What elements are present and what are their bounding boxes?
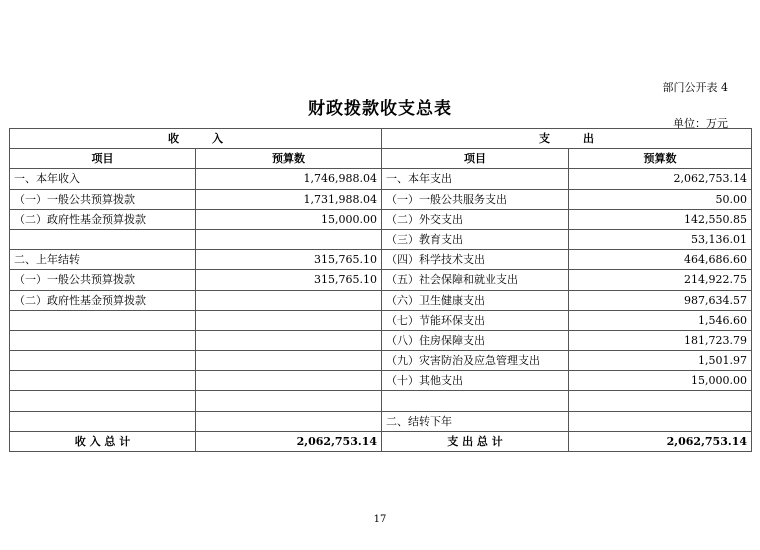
expense-item-cell: （一）一般公共服务支出 — [382, 189, 569, 209]
expense-budget-cell: 1,546.60 — [569, 310, 752, 330]
totals-row — [10, 431, 752, 451]
expense-budget-cell: 142,550.85 — [569, 209, 752, 229]
expense-item-cell: （八）住房保障支出 — [382, 330, 569, 350]
income-budget-cell — [196, 229, 382, 249]
table-row — [10, 189, 752, 209]
table-row — [10, 391, 752, 411]
income-budget-cell: 315,765.10 — [196, 250, 382, 270]
income-total-value: 2,062,753.14 — [196, 431, 382, 451]
income-item-cell — [10, 351, 196, 371]
table-row — [10, 371, 752, 391]
income-item-cell — [10, 391, 196, 411]
income-budget-cell — [196, 351, 382, 371]
expense-group-header: 支 出 — [382, 129, 752, 149]
expense-item-cell: （三）教育支出 — [382, 229, 569, 249]
income-item-cell — [10, 229, 196, 249]
expense-item-cell — [382, 391, 569, 411]
income-budget-cell — [196, 391, 382, 411]
expense-item-cell: 二、结转下年 — [382, 411, 569, 431]
income-item-cell: （一）一般公共预算拨款 — [10, 270, 196, 290]
table-row — [10, 169, 752, 189]
expense-budget-cell: 214,922.75 — [569, 270, 752, 290]
income-budget-cell: 1,731,988.04 — [196, 189, 382, 209]
income-budget-cell — [196, 371, 382, 391]
income-item-cell — [10, 371, 196, 391]
expense-item-cell: （九）灾害防治及应急管理支出 — [382, 351, 569, 371]
income-budget-cell — [196, 411, 382, 431]
expense-item-cell: （六）卫生健康支出 — [382, 290, 569, 310]
income-item-cell — [10, 330, 196, 350]
income-budget-cell — [196, 310, 382, 330]
column-header-income-budget: 预算数 — [196, 149, 382, 169]
income-budget-cell: 15,000.00 — [196, 209, 382, 229]
expense-budget-cell — [569, 391, 752, 411]
expense-item-cell: 一、本年支出 — [382, 169, 569, 189]
unit-label: 单位：万元 — [673, 117, 728, 130]
column-header-expense-item: 项目 — [382, 149, 569, 169]
budget-table — [9, 128, 752, 452]
expense-budget-cell: 53,136.01 — [569, 229, 752, 249]
income-item-cell: （一）一般公共预算拨款 — [10, 189, 196, 209]
table-row — [10, 270, 752, 290]
expense-item-cell: （五）社会保障和就业支出 — [382, 270, 569, 290]
income-item-cell: （二）政府性基金预算拨款 — [10, 290, 196, 310]
table-row — [10, 330, 752, 350]
income-item-cell — [10, 310, 196, 330]
page-number: 17 — [373, 514, 387, 525]
income-budget-cell: 315,765.10 — [196, 270, 382, 290]
income-group-header: 收 入 — [10, 129, 382, 149]
expense-budget-cell — [569, 411, 752, 431]
income-budget-cell — [196, 290, 382, 310]
income-item-cell: 一、本年收入 — [10, 169, 196, 189]
expense-budget-cell: 50.00 — [569, 189, 752, 209]
table-row — [10, 310, 752, 330]
expense-budget-cell: 2,062,753.14 — [569, 169, 752, 189]
expense-budget-cell: 464,686.60 — [569, 250, 752, 270]
expense-item-cell: （四）科学技术支出 — [382, 250, 569, 270]
expense-total-value: 2,062,753.14 — [569, 431, 752, 451]
income-total-label: 收 入 总 计 — [10, 431, 196, 451]
expense-item-cell: （七）节能环保支出 — [382, 310, 569, 330]
income-budget-cell — [196, 330, 382, 350]
expense-budget-cell: 181,723.79 — [569, 330, 752, 350]
column-header-expense-budget: 预算数 — [569, 149, 752, 169]
income-item-cell: 二、上年结转 — [10, 250, 196, 270]
group-header-row — [10, 129, 752, 149]
expense-total-label: 支 出 总 计 — [382, 431, 569, 451]
expense-budget-cell: 987,634.57 — [569, 290, 752, 310]
table-row — [10, 209, 752, 229]
expense-item-cell: （二）外交支出 — [382, 209, 569, 229]
income-budget-cell: 1,746,988.04 — [196, 169, 382, 189]
income-item-cell: （二）政府性基金预算拨款 — [10, 209, 196, 229]
column-header-row — [10, 149, 752, 169]
expense-budget-cell: 15,000.00 — [569, 371, 752, 391]
expense-budget-cell: 1,501.97 — [569, 351, 752, 371]
table-row — [10, 250, 752, 270]
table-row — [10, 290, 752, 310]
table-row — [10, 411, 752, 431]
income-item-cell — [10, 411, 196, 431]
document-label: 部门公开表 4 — [662, 81, 728, 94]
expense-item-cell: （十）其他支出 — [382, 371, 569, 391]
column-header-income-item: 项目 — [10, 149, 196, 169]
page-title: 财政拨款收支总表 — [308, 99, 452, 119]
table-row — [10, 351, 752, 371]
table-row — [10, 229, 752, 249]
